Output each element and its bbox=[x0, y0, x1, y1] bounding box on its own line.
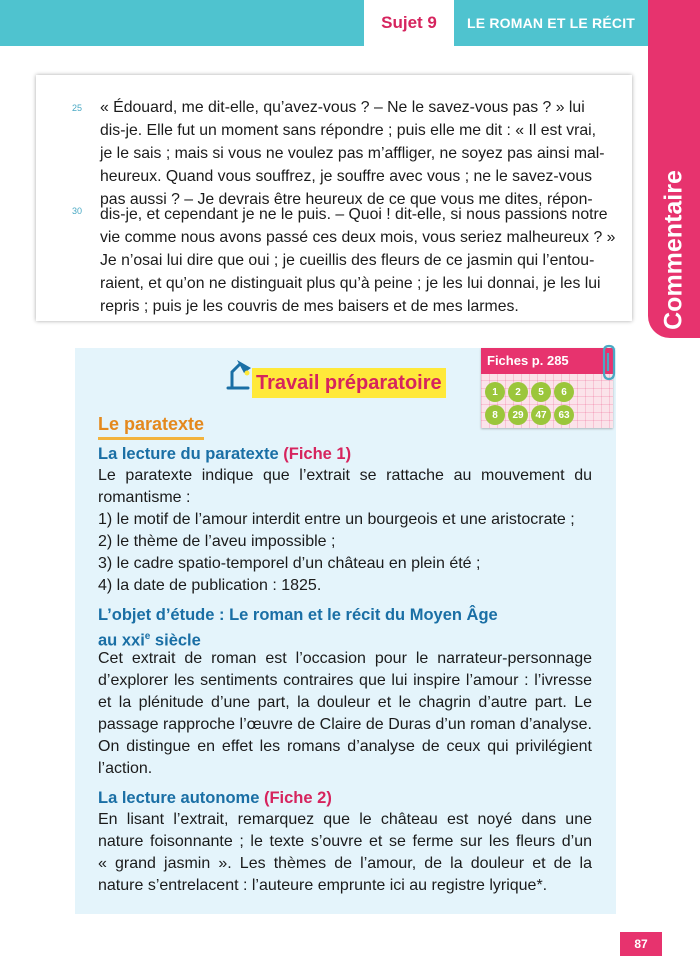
quote-line: repris ; puis je les couvris de mes baisers et de mes larmes. bbox=[100, 298, 519, 315]
fiches-card bbox=[481, 348, 613, 428]
autonome-heading bbox=[98, 787, 332, 809]
objet-heading-sup: e bbox=[144, 631, 151, 642]
line-number: 30 bbox=[72, 206, 83, 216]
objet-heading: L’objet d’étude : Le roman et le récit du Moyen Âge bbox=[98, 606, 498, 624]
body-line: l’action. bbox=[98, 760, 153, 777]
quote-box bbox=[36, 75, 632, 321]
quote-line: « Édouard, me dit-elle, qu’avez-vous ? – Ne le savez-vous pas ? » lui bbox=[100, 99, 585, 116]
fiche-badge: 1 bbox=[485, 382, 505, 402]
body-line: En lisant l’extrait, remarquez que le château est noyé dans une bbox=[98, 811, 592, 828]
quote-line: vie comme nous avons passé ces deux mois, vous seriez malheureux ? » bbox=[100, 229, 616, 246]
objet-heading-pre: au xxi bbox=[98, 631, 145, 650]
fiche-badge: 29 bbox=[508, 405, 528, 425]
body-line: Le paratexte indique que l’extrait se rattache au mouvement du bbox=[98, 467, 592, 484]
body-line: romantisme : bbox=[98, 489, 191, 506]
fiche-badge: 2 bbox=[508, 382, 528, 402]
quote-line: dis-je, et cependant je ne le puis. – Quoi ! dit-elle, si nous passions notre bbox=[100, 206, 608, 223]
body-line: 4) la date de publication : 1825. bbox=[98, 577, 322, 594]
objet-heading-post: siècle bbox=[150, 631, 201, 650]
quote-line: pas aussi ? – Je devrais être heureux de ce que vous me dites, répon- bbox=[100, 191, 593, 208]
section-tab: LE ROMAN ET LE RÉCIT bbox=[454, 0, 648, 46]
paratexte-heading: Le paratexte bbox=[98, 413, 204, 440]
lamp-icon bbox=[224, 358, 254, 392]
fiche-badge: 8 bbox=[485, 405, 505, 425]
side-label: Commentaire bbox=[659, 170, 688, 330]
body-line: et la plénitude d’une part, la douleur et le chagrin d’autre part. Le bbox=[98, 694, 592, 711]
side-band bbox=[648, 0, 700, 338]
body-line: 1) le motif de l’amour interdit entre un bourgeois et une aristocrate ; bbox=[98, 511, 575, 528]
quote-line: heureux. Quand vous souffrez, je souffre avec vous ; ne le savez-vous bbox=[100, 168, 593, 185]
lecture-heading bbox=[98, 443, 351, 465]
body-line: 3) le cadre spatio-temporel d’un château en plein été ; bbox=[98, 555, 481, 572]
autonome-heading-text: La lecture autonome bbox=[98, 789, 260, 807]
fiche-badge: 63 bbox=[554, 405, 574, 425]
body-line: 2) le thème de l’aveu impossible ; bbox=[98, 533, 336, 550]
body-line: nature s’entrelacent : l’auteure emprunte ici au registre lyrique*. bbox=[98, 877, 548, 894]
body-line: d’explorer les sentiments contraires que lui inspire l’amour : l’ivresse bbox=[98, 672, 592, 689]
body-line: passage rapproche l’œuvre de Claire de Duras d’un roman d’analyse. bbox=[98, 716, 592, 733]
lecture-heading-text: La lecture du paratexte bbox=[98, 445, 279, 463]
quote-line: dis-je. Elle fut un moment sans répondre ; puis elle me dit : « Il est vrai, bbox=[100, 122, 597, 139]
lecture-ref: (Fiche 1) bbox=[283, 445, 352, 463]
paperclip-icon bbox=[598, 343, 616, 383]
prep-title: Travail préparatoire bbox=[252, 368, 446, 398]
body-line: On distingue en effet les romans d’analyse de ceux qui privilégient bbox=[98, 738, 592, 755]
fiche-badge: 5 bbox=[531, 382, 551, 402]
line-number: 25 bbox=[72, 103, 83, 113]
subject-tab: Sujet 9 bbox=[362, 0, 454, 46]
fiche-badge: 47 bbox=[531, 405, 551, 425]
quote-line: je le sais ; mais si vous ne voulez pas m’affliger, ne soyez pas ainsi mal- bbox=[100, 145, 605, 162]
header-band bbox=[0, 0, 362, 46]
fiche-badge: 6 bbox=[554, 382, 574, 402]
page-number: 87 bbox=[620, 932, 662, 956]
body-line: Cet extrait de roman est l’occasion pour le narrateur-personnage bbox=[98, 650, 592, 667]
quote-line: Je n’osai lui dire que oui ; je cueillis des fleurs de ce jasmin qui l’entou- bbox=[100, 252, 595, 269]
body-line: nature foisonnante ; le texte s’ouvre et se ferme sur les fleurs d’un bbox=[98, 833, 592, 850]
quote-line: raient, et qu’on ne distinguait plus qu’à peine ; je les lui donnai, je les lui bbox=[100, 275, 601, 292]
autonome-ref: (Fiche 2) bbox=[263, 789, 332, 807]
body-line: « grand jasmin ». Les thèmes de l’amour, de la douleur et de la bbox=[98, 855, 592, 872]
fiches-title: Fiches p. 285 bbox=[481, 348, 613, 374]
